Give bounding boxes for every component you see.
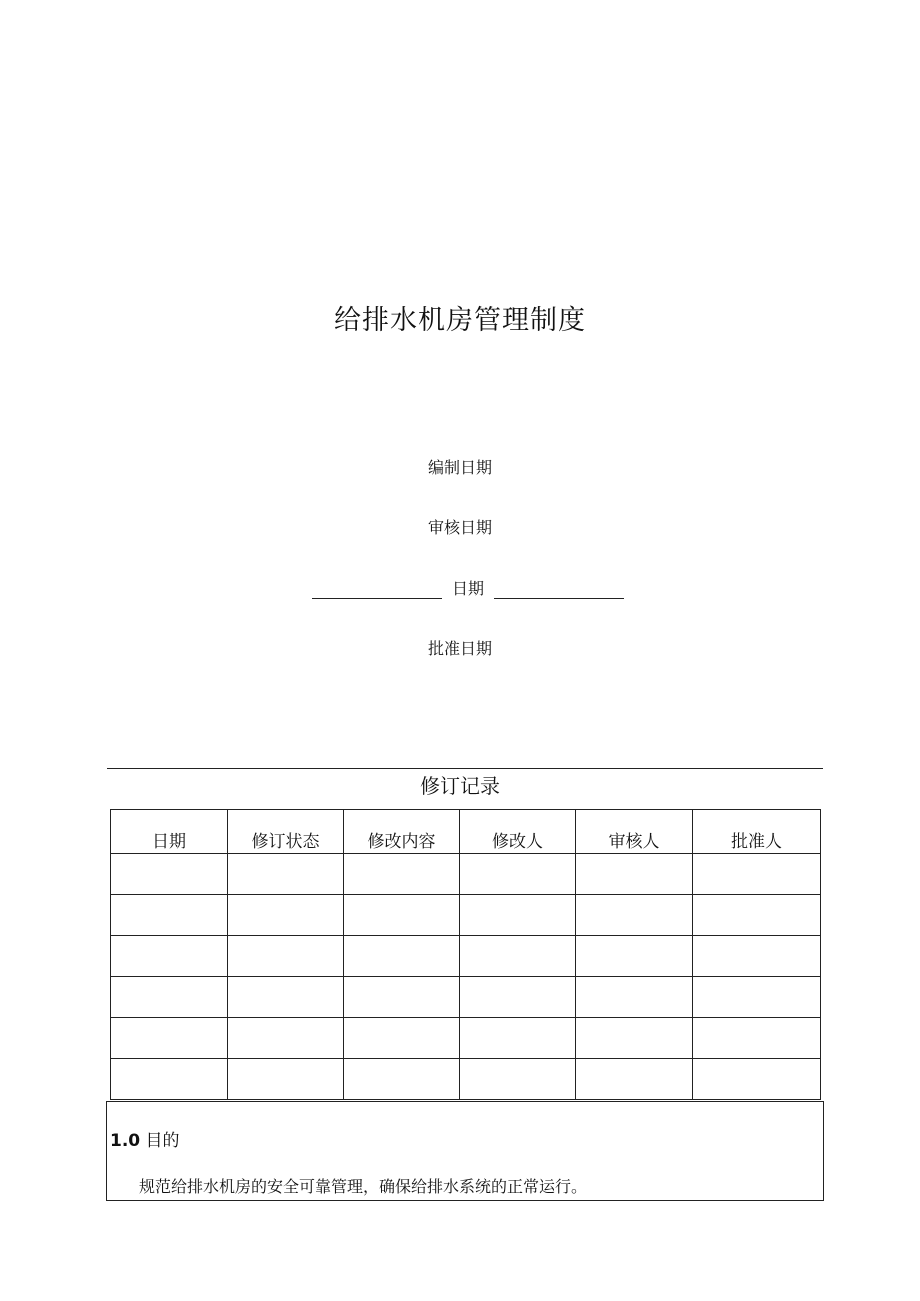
table-cell xyxy=(460,936,576,977)
table-cell xyxy=(460,895,576,936)
table-cell xyxy=(693,854,821,895)
header-change-content: 修改内容 xyxy=(344,810,460,854)
table-cell xyxy=(228,1059,344,1100)
table-cell xyxy=(111,895,228,936)
header-revision-status: 修订状态 xyxy=(228,810,344,854)
table-cell xyxy=(344,854,460,895)
table-cell xyxy=(228,895,344,936)
purpose-section xyxy=(106,1101,824,1201)
header-reviewer: 审核人 xyxy=(576,810,693,854)
table-row xyxy=(111,1018,821,1059)
table-cell xyxy=(111,1059,228,1100)
table-cell xyxy=(693,1059,821,1100)
table-cell xyxy=(344,895,460,936)
table-cell xyxy=(111,1018,228,1059)
revision-header-row xyxy=(111,810,821,854)
table-cell xyxy=(576,895,693,936)
table-row xyxy=(111,1059,821,1100)
table-cell xyxy=(228,977,344,1018)
review-date-label: 审核日期 xyxy=(427,518,492,537)
section-body-text: 规范给排水机房的安全可靠管理，确保给排水系统的正常运行。 xyxy=(139,1177,588,1196)
document-title: 给排水机房管理制度 xyxy=(334,305,586,336)
signature-date-label: 日期 xyxy=(451,579,484,598)
table-cell xyxy=(460,1059,576,1100)
table-cell xyxy=(693,977,821,1018)
table-cell xyxy=(344,1018,460,1059)
table-cell xyxy=(228,854,344,895)
table-cell xyxy=(576,936,693,977)
horizontal-rule xyxy=(107,768,823,769)
table-cell xyxy=(460,1018,576,1059)
table-cell xyxy=(228,1018,344,1059)
table-cell xyxy=(576,977,693,1018)
table-row xyxy=(111,977,821,1018)
section-heading xyxy=(110,1126,180,1151)
signature-date-line xyxy=(312,576,624,599)
signature-blank-left xyxy=(312,584,442,599)
table-cell xyxy=(693,936,821,977)
table-row xyxy=(111,895,821,936)
section-number: 1.0 xyxy=(110,1131,141,1151)
compile-date-label: 编制日期 xyxy=(427,458,492,477)
revision-table xyxy=(110,809,821,1100)
table-cell xyxy=(228,936,344,977)
table-cell xyxy=(344,1059,460,1100)
table-cell xyxy=(693,1018,821,1059)
table-cell xyxy=(576,854,693,895)
table-cell xyxy=(576,1059,693,1100)
section-heading-text: 目的 xyxy=(145,1131,180,1151)
signature-blank-right xyxy=(494,584,624,599)
table-cell xyxy=(111,854,228,895)
table-cell xyxy=(576,1018,693,1059)
table-cell xyxy=(344,977,460,1018)
revision-record-title: 修订记录 xyxy=(420,774,500,798)
table-row xyxy=(111,854,821,895)
table-cell xyxy=(111,977,228,1018)
table-cell xyxy=(111,936,228,977)
table-cell xyxy=(693,895,821,936)
header-modifier: 修改人 xyxy=(460,810,576,854)
table-cell xyxy=(460,977,576,1018)
approve-date-label: 批准日期 xyxy=(427,639,492,658)
table-cell xyxy=(460,854,576,895)
header-approver: 批准人 xyxy=(693,810,821,854)
table-cell xyxy=(344,936,460,977)
header-date: 日期 xyxy=(111,810,228,854)
table-row xyxy=(111,936,821,977)
